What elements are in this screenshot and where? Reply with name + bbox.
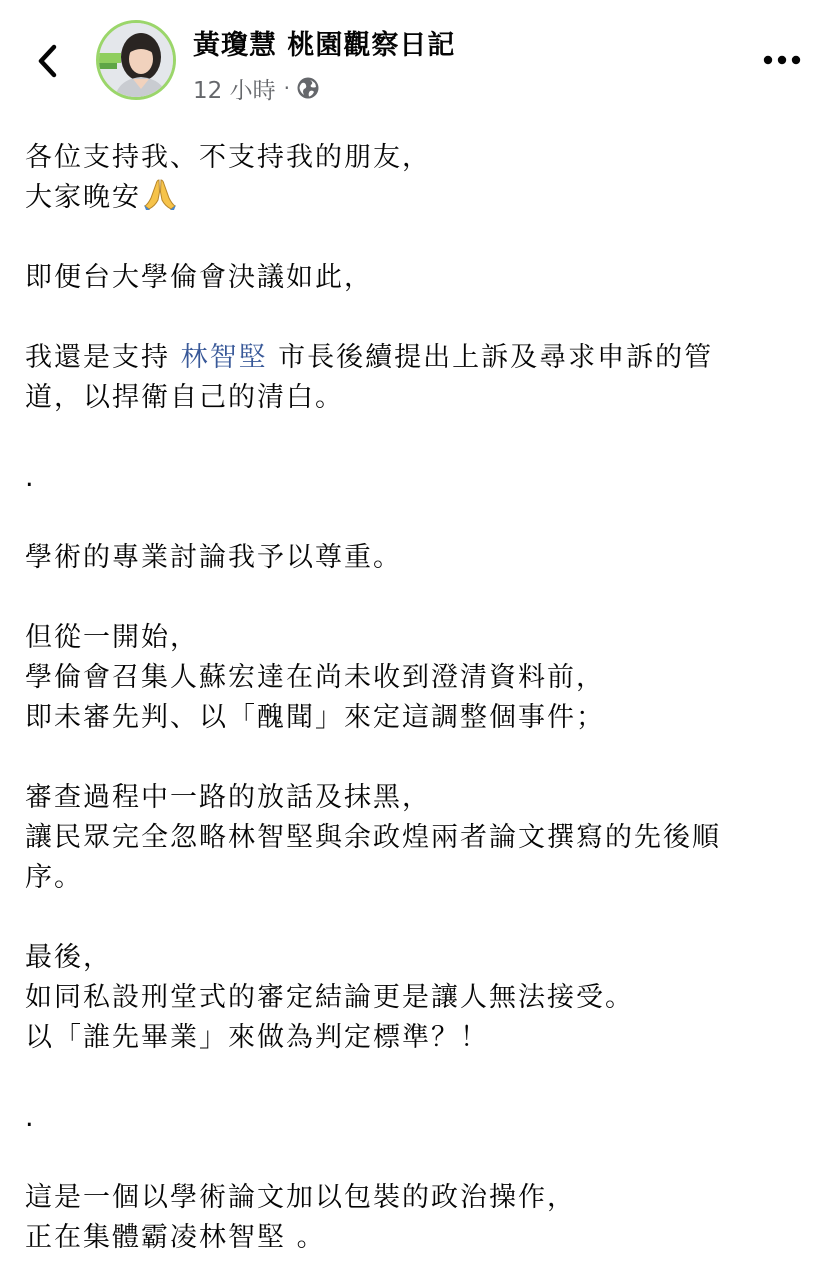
- post-line: 即便台大學倫會決議如此，: [25, 262, 373, 293]
- post-line-divider: .: [25, 462, 36, 493]
- blank-line: [25, 578, 805, 618]
- post-line: 以「誰先畢業」來做為判定標準？！: [25, 1022, 489, 1053]
- post-line: 如同私設刑堂式的審定結論更是讓人無法接受。: [25, 982, 634, 1013]
- post-line: 審查過程中一路的放話及抹黑，: [25, 782, 431, 813]
- post-line-text: 我還是支持: [25, 342, 181, 373]
- post-line: 即未審先判、以「醜聞」來定這調整個事件；: [25, 702, 605, 733]
- blank-line: [25, 218, 805, 258]
- post-line: 正在集體霸凌林智堅 。: [25, 1222, 326, 1253]
- blank-line: [25, 498, 805, 538]
- post-line: 各位支持我、不支持我的朋友，: [25, 142, 431, 173]
- post-line: 最後，: [25, 942, 112, 973]
- post-line-with-mention: [25, 338, 805, 378]
- post-line: 這是一個以學術論文加以包裝的政治操作，: [25, 1182, 576, 1213]
- post-meta: [193, 70, 320, 106]
- post-line-text: 市長後續提出上訴及尋求申訴的管: [267, 342, 714, 373]
- post-line: 讓民眾完全忽略林智堅與余政煌兩者論文撰寫的先後順: [25, 822, 721, 853]
- post-line: 學術的專業討論我予以尊重。: [25, 542, 402, 573]
- meta-separator: ·: [283, 76, 290, 100]
- mention-link[interactable]: 林智堅: [180, 342, 268, 373]
- post-line-with-emoji: [25, 178, 805, 218]
- post-timestamp[interactable]: 12 小時: [193, 77, 276, 104]
- post-line: 道，以捍衛自己的清白。: [25, 382, 344, 413]
- post-header: [0, 0, 828, 118]
- post-line-text: 大家晚安: [25, 182, 141, 213]
- chevron-left-icon: [35, 43, 59, 79]
- avatar[interactable]: [96, 20, 176, 100]
- blank-line: [25, 298, 805, 338]
- blank-line: [25, 418, 805, 458]
- post-line-divider: .: [25, 1102, 36, 1133]
- back-button[interactable]: [22, 36, 72, 86]
- globe-icon[interactable]: [296, 76, 320, 100]
- blank-line: [25, 738, 805, 778]
- blank-line: [25, 1058, 805, 1098]
- blank-line: [25, 898, 805, 938]
- more-horizontal-icon: [763, 55, 801, 65]
- post-line: 但從一開始，: [25, 622, 199, 653]
- post-line: 序。: [25, 862, 83, 893]
- page-name[interactable]: 黃瓊慧 桃園觀察日記: [193, 30, 456, 61]
- post-text: [25, 138, 805, 1258]
- more-options-button[interactable]: [760, 44, 804, 76]
- post-line: 學倫會召集人蘇宏達在尚未收到澄清資料前，: [25, 662, 605, 693]
- folded-hands-emoji-icon: [143, 178, 177, 222]
- profile-photo: [99, 23, 173, 97]
- blank-line: [25, 1138, 805, 1178]
